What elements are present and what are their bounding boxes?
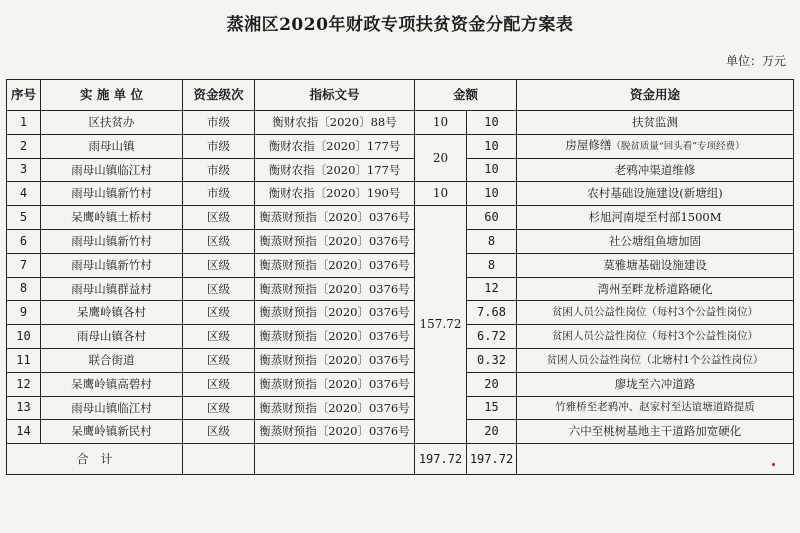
cell-amount: 7.68: [467, 301, 517, 325]
cell-unit: 雨母山镇临江村: [41, 396, 183, 420]
cell-allocated: 10: [415, 111, 467, 135]
cell-no: 2: [7, 134, 41, 158]
cell-amount: 12: [467, 277, 517, 301]
cell-unit: 呆鹰岭镇各村: [41, 301, 183, 325]
cell-doc: 衡财农指〔2020〕190号: [255, 182, 415, 206]
cell-level: 区级: [183, 229, 255, 253]
header-level: 资金级次: [183, 80, 255, 111]
table-row: [7, 325, 794, 349]
cell-level: 区级: [183, 348, 255, 372]
cell-unit: 雨母山镇新竹村: [41, 182, 183, 206]
cell-doc: 衡财农指〔2020〕88号: [255, 111, 415, 135]
table-row: [7, 134, 794, 158]
table-row: [7, 253, 794, 277]
cell-doc: 衡财农指〔2020〕177号: [255, 158, 415, 182]
table-row: [7, 158, 794, 182]
cell-unit: 联合街道: [41, 348, 183, 372]
total-empty-level: [183, 444, 255, 475]
cell-unit: 雨母山镇新竹村: [41, 253, 183, 277]
cell-no: 5: [7, 206, 41, 230]
cell-amount: 10: [467, 158, 517, 182]
cell-no: 10: [7, 325, 41, 349]
header-usage: 资金用途: [517, 80, 794, 111]
cell-level: 区级: [183, 253, 255, 277]
cell-doc: 衡蒸财预指〔2020〕0376号: [255, 348, 415, 372]
total-empty-usage: [517, 444, 794, 475]
header-amount: 金额: [415, 80, 517, 111]
cell-level: 市级: [183, 134, 255, 158]
total-row: [7, 444, 794, 475]
table-row: [7, 348, 794, 372]
cell-amount: 6.72: [467, 325, 517, 349]
allocation-table: [6, 79, 794, 475]
cell-doc: 衡蒸财预指〔2020〕0376号: [255, 396, 415, 420]
usage-main: 房屋修缮: [565, 138, 612, 153]
cell-usage: 竹雅桥至老鸦冲、赵家村至达谊塘道路提质: [517, 396, 794, 420]
cell-amount: 8: [467, 253, 517, 277]
total-amount: 197.72: [467, 444, 517, 475]
cell-usage: 贫困人员公益性岗位（每村3个公益性岗位）: [517, 325, 794, 349]
header-doc-no: 指标文号: [255, 80, 415, 111]
cell-doc: 衡蒸财预指〔2020〕0376号: [255, 206, 415, 230]
total-empty-doc: [255, 444, 415, 475]
cell-unit: 呆鹰岭镇土桥村: [41, 206, 183, 230]
usage-note: （脱贫质量“回头看”专项经费）: [611, 141, 745, 153]
cell-usage: 贫困人员公益性岗位（北塘村1个公益性岗位）: [517, 348, 794, 372]
cell-level: 区级: [183, 420, 255, 444]
cell-no: 13: [7, 396, 41, 420]
table-row: [7, 206, 794, 230]
cell-amount: 0.32: [467, 348, 517, 372]
cell-level: 市级: [183, 158, 255, 182]
table-row: [7, 301, 794, 325]
cell-no: 9: [7, 301, 41, 325]
cell-unit: 雨母山镇: [41, 134, 183, 158]
cell-unit: 雨母山镇新竹村: [41, 229, 183, 253]
header-unit: 实 施 单 位: [41, 80, 183, 111]
cell-usage: [517, 134, 794, 158]
cell-no: 11: [7, 348, 41, 372]
cell-no: 12: [7, 372, 41, 396]
total-label: 合 计: [7, 444, 183, 475]
cell-unit: 区扶贫办: [41, 111, 183, 135]
cell-unit: 雨母山镇各村: [41, 325, 183, 349]
table-row: [7, 182, 794, 206]
unit-label: 单位：万元: [725, 54, 786, 68]
table-header-row: [7, 80, 794, 111]
cell-unit: 雨母山镇临江村: [41, 158, 183, 182]
cell-usage: 廖垅至六冲道路: [517, 372, 794, 396]
cell-no: 7: [7, 253, 41, 277]
cell-amount: 10: [467, 134, 517, 158]
cell-amount: 10: [467, 111, 517, 135]
cell-no: 3: [7, 158, 41, 182]
cell-level: 区级: [183, 277, 255, 301]
cell-doc: 衡蒸财预指〔2020〕0376号: [255, 372, 415, 396]
cell-usage: 莫雅塘基础设施建设: [517, 253, 794, 277]
cell-amount: 10: [467, 182, 517, 206]
cell-doc: 衡蒸财预指〔2020〕0376号: [255, 253, 415, 277]
cell-amount: 15: [467, 396, 517, 420]
cell-amount: 20: [467, 420, 517, 444]
cell-usage: 湾州至畔龙桥道路硬化: [517, 277, 794, 301]
table-row: [7, 111, 794, 135]
table-row: [7, 420, 794, 444]
cell-level: 区级: [183, 396, 255, 420]
table-row: [7, 229, 794, 253]
cell-no: 4: [7, 182, 41, 206]
cell-unit: 雨母山镇群益村: [41, 277, 183, 301]
table-row: [7, 277, 794, 301]
cell-usage: 社公塘组鱼塘加固: [517, 229, 794, 253]
cell-usage: 扶贫监测: [517, 111, 794, 135]
cell-amount: 20: [467, 372, 517, 396]
cell-level: 市级: [183, 182, 255, 206]
cell-level: 区级: [183, 372, 255, 396]
cell-level: 区级: [183, 301, 255, 325]
cell-usage: 六中至桃树基地主干道路加宽硬化: [517, 420, 794, 444]
cell-doc: 衡蒸财预指〔2020〕0376号: [255, 325, 415, 349]
cell-allocated: 157.72: [415, 206, 467, 444]
cell-level: 区级: [183, 325, 255, 349]
cell-amount: 8: [467, 229, 517, 253]
cell-doc: 衡蒸财预指〔2020〕0376号: [255, 229, 415, 253]
cell-doc: 衡蒸财预指〔2020〕0376号: [255, 420, 415, 444]
cell-no: 6: [7, 229, 41, 253]
table-row: [7, 372, 794, 396]
cell-amount: 60: [467, 206, 517, 230]
cell-no: 1: [7, 111, 41, 135]
total-allocated: 197.72: [415, 444, 467, 475]
cell-no: 14: [7, 420, 41, 444]
cell-usage: 农村基础设施建设(新塘组): [517, 182, 794, 206]
cell-usage: 老鸦冲渠道维修: [517, 158, 794, 182]
table-row: [7, 396, 794, 420]
cell-level: 市级: [183, 111, 255, 135]
cell-usage: 贫困人员公益性岗位（每村3个公益性岗位）: [517, 301, 794, 325]
cell-no: 8: [7, 277, 41, 301]
cell-usage: 杉旭河南堤至村部1500M: [517, 206, 794, 230]
page-title: 蒸湘区2020年财政专项扶贫资金分配方案表: [226, 15, 574, 35]
cell-allocated: 20: [415, 134, 467, 182]
cell-level: 区级: [183, 206, 255, 230]
cell-unit: 呆鹰岭镇高碧村: [41, 372, 183, 396]
header-no: 序号: [7, 80, 41, 111]
red-pen-dot: [772, 463, 775, 466]
cell-unit: 呆鹰岭镇新民村: [41, 420, 183, 444]
cell-allocated: 10: [415, 182, 467, 206]
cell-doc: 衡蒸财预指〔2020〕0376号: [255, 277, 415, 301]
cell-doc: 衡蒸财预指〔2020〕0376号: [255, 301, 415, 325]
cell-doc: 衡财农指〔2020〕177号: [255, 134, 415, 158]
